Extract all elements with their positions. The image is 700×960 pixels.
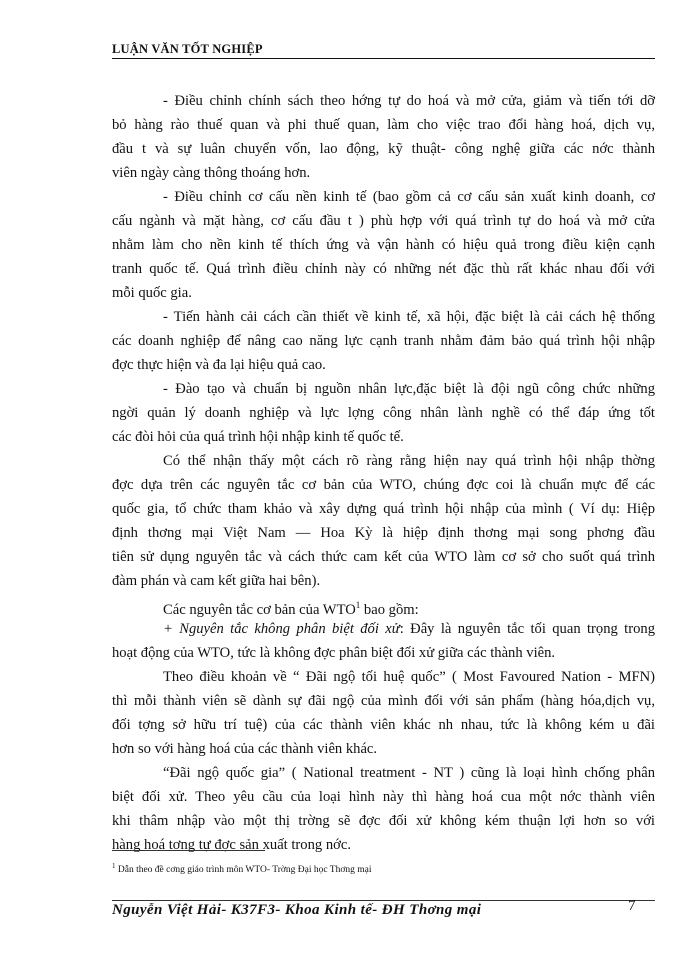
line-text: - Điều chỉnh chính sách theo hớng tự do hoá và mở cửa, giảm và tiến tới dỡ (163, 93, 655, 109)
line-text: - Tiến hành cải cách cần thiết về kinh tế, xã hội, đặc biệt là cải cách hệ thống (163, 309, 655, 325)
line-text: mỗi quốc gia. (112, 285, 192, 301)
footnote (112, 862, 371, 875)
footer-divider (112, 900, 655, 901)
line-text: các doanh nghiệp để nâng cao năng lực cạnh tranh nhằm đảm bảo quá trình hội nhập (112, 333, 655, 349)
text-line (112, 473, 655, 497)
text-line (112, 377, 655, 401)
line-text: biệt đối xử. Theo yêu cầu của loại hình này thì hàng hoá cua một nớc thành viên (112, 789, 655, 805)
line-text: đợc dựa trên các nguyên tắc cơ bản của WTO, chúng đợc coi là chuẩn mực để các (112, 477, 655, 493)
line-text: thì mỗi thành viên sẽ dành sự đãi ngộ của mình đối với sản phẩm (hàng hóa,dịch vụ, (112, 693, 655, 709)
line-text: tranh quốc tế. Quá trình điều chỉnh này có những nét đặc thù rất khác nhau đối với (112, 261, 655, 277)
text-line (112, 809, 655, 833)
text-line (112, 113, 655, 137)
text-line (112, 641, 655, 665)
paragraph (112, 185, 655, 305)
line-text: đàm phán và cam kết giữa hai bên). (112, 573, 321, 589)
line-text: bỏ hàng rào thuế quan và phi thuế quan, làm cho việc trao đổi hàng hoá, dịch vụ, (112, 117, 655, 133)
text-line (112, 305, 655, 329)
footnote-separator (112, 850, 265, 851)
paragraph (112, 449, 655, 593)
line-text: - Đào tạo và chuẩn bị nguồn nhân lực,đặc biệt là đội ngũ công chức những (163, 381, 655, 397)
paragraph (112, 89, 655, 185)
text-line (112, 353, 655, 377)
document-body (112, 89, 655, 857)
text-line (112, 569, 655, 593)
text-line (112, 281, 655, 305)
line-text: “Đãi ngộ quốc gia” ( National treatment - NT ) cũng là loại hình chống phân (163, 765, 655, 781)
text-line (112, 593, 655, 617)
line-text: hơn so với hàng hoá của các thành viên khác. (112, 741, 378, 757)
paragraph (112, 761, 655, 857)
line-text: bao gồm: (360, 601, 419, 618)
line-text: khi thâm nhập vào một thị trờng sẽ đợc đối xử không kém thuận lợi hơn so với (112, 813, 655, 829)
line-text: hoạt động của WTO, tức là không đợc phân biệt đối xử giữa các thành viên. (112, 645, 556, 661)
text-line (112, 545, 655, 569)
footer-author: Nguyễn Việt Hải- K37F3- Khoa Kinh tế- ĐH Thơng mại (112, 902, 482, 918)
text-line (112, 233, 655, 257)
text-line (112, 425, 655, 449)
text-line (112, 185, 655, 209)
line-text: nhằm làm cho nền kinh tế thích ứng và vận hành có hiệu quả trong điều kiện cạnh (112, 237, 655, 253)
text-line (112, 329, 655, 353)
line-text: đợc thực hiện và đa lại hiệu quả cao. (112, 357, 326, 373)
footnote-text: Dẫn theo đề cơng giáo trình môn WTO- Trờng Đại học Thơng mại (115, 865, 372, 876)
text-line (112, 785, 655, 809)
line-text: ngời quản lý doanh nghiệp và lực lợng công nhân lành nghề có thể đáp ứng tốt (112, 405, 655, 421)
text-line (112, 665, 655, 689)
text-line (112, 617, 655, 641)
line-text: - Điều chỉnh cơ cấu nền kinh tế (bao gồm cả cơ cấu sản xuất kinh doanh, cơ (163, 189, 655, 205)
line-text: Theo điều khoản về “ Đãi ngộ tối huệ quốc” ( Most Favoured Nation - MFN) (163, 669, 655, 685)
line-text: tiên sử dụng nguyên tắc và cách thức cam kết của WTO làm cơ sở cho suốt quá trình (112, 549, 655, 565)
line-text: Các nguyên tắc cơ bản của WTO (163, 601, 356, 618)
text-line (112, 137, 655, 161)
line-text: đối tợng sở hữu trí tuệ) của các thành viên khác nh nhau, tức là không kém u đãi (112, 717, 655, 733)
text-line (112, 521, 655, 545)
text-line (112, 209, 655, 233)
line-text: cấu ngành và mặt hàng, cơ cấu đầu t ) phù hợp với quá trình tự do hoá và mở cửa (112, 213, 655, 229)
line-text: định thơng mại Việt Nam — Hoa Kỳ là hiệp định thơng mại song phơng đầu (112, 525, 655, 541)
text-line (112, 737, 655, 761)
footnote-number: 1 (112, 862, 116, 870)
line-text: đầu t và sự luân chuyển vốn, lao động, kỹ thuật- công nghệ giữa các nớc thành (112, 141, 655, 157)
line-text: hàng hoá tơng tự đợc sản xuất trong nớc. (112, 837, 351, 853)
running-header: LUẬN VĂN TỐT NGHIỆP (112, 42, 655, 59)
line-text: viên ngày càng thông thoáng hơn. (112, 165, 311, 181)
page-number: 7 (628, 898, 636, 914)
line-text: Có thể nhận thấy một cách rõ ràng rằng hiện nay quá trình hội nhập thờng (163, 453, 655, 469)
paragraph (112, 593, 655, 617)
text-line (112, 761, 655, 785)
text-line (112, 497, 655, 521)
text-line (112, 689, 655, 713)
text-line (112, 833, 655, 857)
paragraph (112, 377, 655, 449)
text-line (112, 401, 655, 425)
text-line (112, 89, 655, 113)
paragraph (112, 665, 655, 761)
line-text: quốc gia, tổ chức tham khảo và xây dựng quá trình hội nhập của mình ( Ví dụ: Hiệp (112, 501, 655, 517)
line-text: : Đây là nguyên tắc tối quan trọng trong (399, 621, 655, 637)
text-line (112, 713, 655, 737)
line-text: các đòi hỏi của quá trình hội nhập kinh tế quốc tế. (112, 429, 404, 445)
text-line (112, 449, 655, 473)
text-line (112, 161, 655, 185)
footnote-reference[interactable]: 1 (355, 600, 361, 610)
paragraph (112, 617, 655, 665)
italic-term: + Nguyên tắc không phân biệt đối xử (163, 621, 400, 637)
text-line (112, 257, 655, 281)
paragraph (112, 305, 655, 377)
